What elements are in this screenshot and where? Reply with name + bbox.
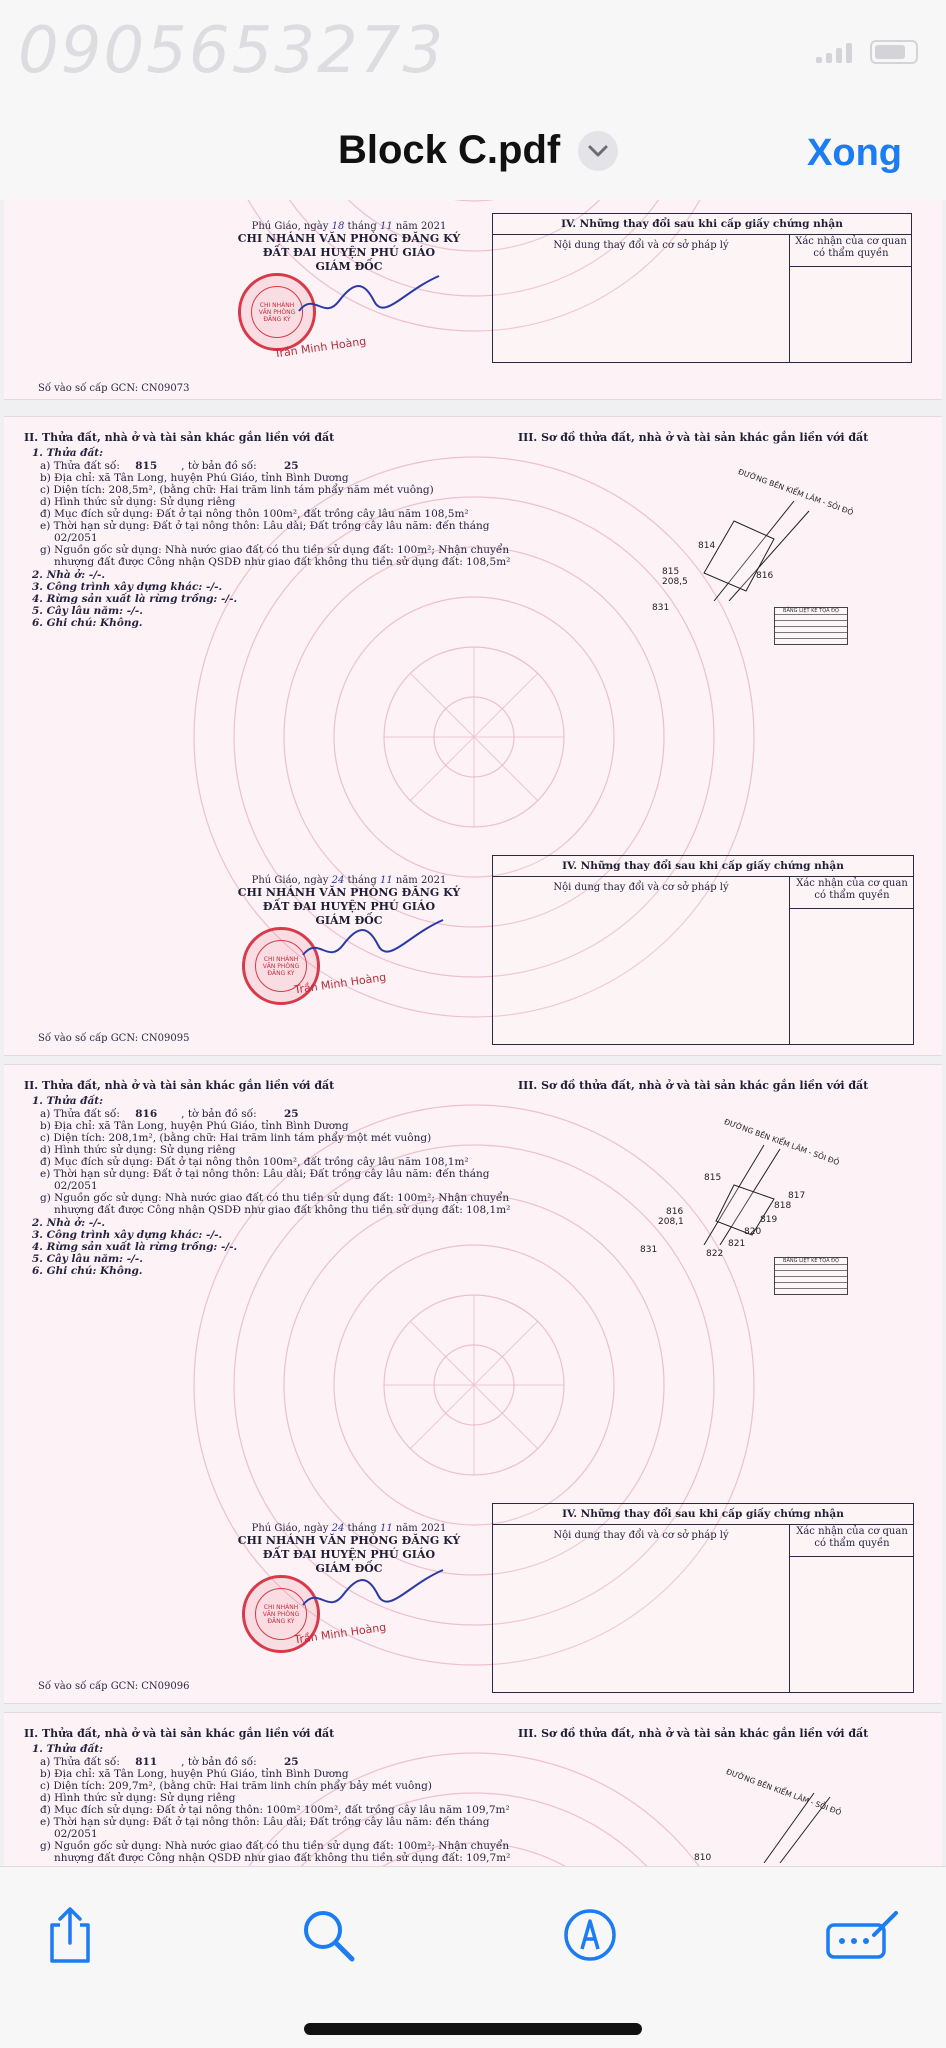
parcel-label: 821: [728, 1239, 746, 1249]
office-name-1: CHI NHÁNH VĂN PHÒNG ĐĂNG KÝ: [237, 232, 461, 245]
parcel-label: 822: [706, 1249, 724, 1259]
area-row: c) Diện tích: 208,5m², (bằng chữ: Hai trăm linh tám phẩy năm mét vuông): [40, 484, 434, 496]
land-map-title: III. Sơ đồ thửa đất, nhà ở và tài sản khác gắn liền với đất: [518, 1079, 869, 1092]
area-row: c) Diện tích: 209,7m², (bằng chữ: Hai trăm linh chín phẩy bảy mét vuông): [40, 1780, 432, 1792]
usage-form-row: d) Hình thức sử dụng: Sử dụng riêng: [40, 1792, 236, 1804]
signature-block: [229, 221, 469, 274]
director-title: GIÁM ĐỐC: [315, 1562, 383, 1575]
changes-col-confirm: Xác nhận của cơ quan có thẩm quyền: [796, 878, 908, 901]
changes-col-confirm: Xác nhận của cơ quan có thẩm quyền: [795, 236, 907, 259]
done-button[interactable]: Xong: [807, 132, 902, 174]
certificate-issue-number: Số vào số cấp GCN: CN09095: [38, 1033, 190, 1044]
other-construction-row: 3. Công trình xây dựng khác: -/-.: [32, 1229, 223, 1241]
land-section-heading: 1. Thửa đất:: [32, 447, 104, 459]
changes-table: [492, 213, 912, 363]
land-map-title: III. Sơ đồ thửa đất, nhà ở và tài sản khác gắn liền với đất: [518, 431, 869, 444]
changes-table: [492, 1503, 914, 1693]
signer-name: Trần Minh Hoàng: [293, 970, 387, 997]
office-name-1: CHI NHÁNH VĂN PHÒNG ĐĂNG KÝ: [237, 886, 461, 899]
other-construction-row: 3. Công trình xây dựng khác: -/-.: [32, 581, 223, 593]
parcel-label: 831: [640, 1245, 658, 1255]
usage-term-row: e) Thời hạn sử dụng: Đất ở tại nông thôn: Lâu dài; Đất trồng cây lâu năm: đến tháng: [40, 1816, 490, 1828]
changes-title: IV. Những thay đổi sau khi cấp giấy chứng nhận: [562, 860, 844, 872]
changes-title: IV. Những thay đổi sau khi cấp giấy chứng nhận: [562, 1508, 844, 1520]
notes-row: 6. Ghi chú: Không.: [32, 617, 143, 629]
parcel-number-row: a) Thửa đất số: 811 , tờ bản đồ số: 25: [40, 1756, 299, 1768]
land-section-heading: 1. Thửa đất:: [32, 1743, 104, 1755]
notes-row: 6. Ghi chú: Không.: [32, 1265, 143, 1277]
origin-row-2: nhượng đất được Công nhận QSDĐ như giao đất không thu tiền sử dụng đất: 108,1m²: [54, 1204, 511, 1216]
markup-icon[interactable]: [558, 1903, 622, 1967]
origin-row: g) Nguồn gốc sử dụng: Nhà nước giao đất có thu tiền sử dụng đất: 100m²; Nhận chuyển: [40, 544, 510, 556]
parcel-number-row: a) Thửa đất số: 815 , tờ bản đồ số: 25: [40, 460, 299, 472]
edit-icon[interactable]: [822, 1903, 902, 1967]
usage-term-row: e) Thời hạn sử dụng: Đất ở tại nông thôn: Lâu dài; Đất trồng cây lâu năm: đến tháng: [40, 520, 490, 532]
usage-term-row: e) Thời hạn sử dụng: Đất ở tại nông thôn: Lâu dài; Đất trồng cây lâu năm: đến tháng: [40, 1168, 490, 1180]
parcel-number-row: a) Thửa đất số: 816 , tờ bản đồ số: 25: [40, 1108, 299, 1120]
usage-term-date: 02/2051: [54, 1828, 98, 1840]
usage-term-date: 02/2051: [54, 532, 98, 544]
changes-col-content: Nội dung thay đổi và cơ sở pháp lý: [553, 1530, 729, 1541]
official-stamp: CHI NHÁNH VĂN PHÒNG ĐĂNG KÝ: [242, 1575, 320, 1653]
status-icons: [816, 40, 918, 64]
usage-form-row: d) Hình thức sử dụng: Sử dụng riêng: [40, 1144, 236, 1156]
usage-purpose-row: đ) Mục đích sử dụng: Đất ở tại nông thôn 100m², đất trồng cây lâu năm 108,1m²: [40, 1156, 469, 1168]
land-section-heading: 1. Thửa đất:: [32, 1095, 104, 1107]
bottom-toolbar: [0, 1866, 946, 2048]
parcel-label: 814: [698, 541, 716, 551]
office-name-2: ĐẤT ĐAI HUYỆN PHÚ GIÁO: [262, 246, 436, 259]
official-stamp: CHI NHÁNH VĂN PHÒNG ĐĂNG KÝ: [242, 927, 320, 1005]
origin-row: g) Nguồn gốc sử dụng: Nhà nước giao đất có thu tiền sử dụng đất: 100m²; Nhận chuyển: [40, 1192, 510, 1204]
coordinate-table: BẢNG LIỆT KÊ TỌA ĐỘ: [774, 1257, 848, 1295]
land-info-title: II. Thửa đất, nhà ở và tài sản khác gắn liền với đất: [24, 1727, 335, 1740]
parcel-label: 817: [788, 1191, 806, 1201]
address-row: b) Địa chỉ: xã Tân Long, huyện Phú Giáo, tỉnh Bình Dương: [40, 1120, 349, 1132]
changes-col-content: Nội dung thay đổi và cơ sở pháp lý: [553, 240, 729, 251]
signer-name: Trần Minh Hoàng: [293, 1620, 387, 1647]
signature-scribble: [294, 271, 444, 331]
parcel-label: 815: [662, 567, 680, 577]
chevron-down-icon[interactable]: [578, 131, 618, 171]
signature-scribble: [298, 1565, 448, 1625]
pdf-page: [4, 416, 942, 1056]
document-title: Block C.pdf: [338, 128, 561, 172]
origin-row-2: nhượng đất được Công nhận QSDĐ như giao đất không thu tiền sử dụng đất: 109,7m²: [54, 1852, 511, 1864]
house-row: 2. Nhà ở: -/-.: [32, 1217, 106, 1229]
battery-icon: [870, 40, 918, 64]
certificate-issue-number: Số vào số cấp GCN: CN09096: [38, 1681, 190, 1692]
issue-date: Phú Giáo, ngày 24 tháng 11 năm 2021: [251, 875, 447, 886]
usage-purpose-row: đ) Mục đích sử dụng: Đất ở tại nông thôn 100m², đất trồng cây lâu năm 108,5m²: [40, 508, 469, 520]
coordinate-table: BẢNG LIỆT KÊ TỌA ĐỘ: [774, 607, 848, 645]
signal-icon: [816, 41, 856, 63]
parcel-label: 816: [666, 1207, 684, 1217]
parcel-label: 820: [744, 1227, 762, 1237]
usage-form-row: d) Hình thức sử dụng: Sử dụng riêng: [40, 496, 236, 508]
changes-table: [492, 855, 914, 1045]
pdf-page: [4, 200, 942, 400]
parcel-area-label: 208,1: [658, 1217, 684, 1227]
origin-row-2: nhượng đất được Công nhận QSDĐ như giao đất không thu tiền sử dụng đất: 108,5m²: [54, 556, 511, 568]
land-info-title: II. Thửa đất, nhà ở và tài sản khác gắn liền với đất: [24, 1079, 335, 1092]
parcel-label: 831: [652, 603, 670, 613]
land-map-title: III. Sơ đồ thửa đất, nhà ở và tài sản khác gắn liền với đất: [518, 1727, 869, 1740]
pdf-page: [4, 1712, 942, 1866]
issue-date: Phú Giáo, ngày 24 tháng 11 năm 2021: [251, 1523, 447, 1534]
parcel-label: 819: [760, 1215, 778, 1225]
parcel-label: 816: [756, 571, 774, 581]
forest-row: 4. Rừng sản xuất là rừng trồng: -/-.: [32, 1241, 238, 1253]
changes-col-confirm: Xác nhận của cơ quan có thẩm quyền: [796, 1526, 908, 1549]
status-bar: [0, 0, 946, 100]
parcel-label: 815: [704, 1173, 722, 1183]
home-indicator[interactable]: [304, 2023, 642, 2035]
origin-row: g) Nguồn gốc sử dụng: Nhà nước giao đất có thu tiền sử dụng đất: 100m²; Nhận chuyển: [40, 1840, 510, 1852]
house-row: 2. Nhà ở: -/-.: [32, 569, 106, 581]
office-name-2: ĐẤT ĐAI HUYỆN PHÚ GIÁO: [262, 900, 436, 913]
phone-watermark: 0905653273: [18, 14, 446, 88]
road-label: ĐƯỜNG BÊN KIỂM LÂM - SỎI ĐỎ: [722, 1117, 841, 1168]
perennial-row: 5. Cây lâu năm: -/-.: [32, 605, 143, 617]
issue-date: Phú Giáo, ngày 18 tháng 11 năm 2021: [251, 221, 447, 232]
office-name-2: ĐẤT ĐAI HUYỆN PHÚ GIÁO: [262, 1548, 436, 1561]
certificate-issue-number: Số vào số cấp GCN: CN09073: [38, 383, 190, 394]
address-row: b) Địa chỉ: xã Tân Long, huyện Phú Giáo, tỉnh Bình Dương: [40, 472, 349, 484]
changes-title: IV. Những thay đổi sau khi cấp giấy chứng nhận: [561, 218, 843, 230]
land-info-title: II. Thửa đất, nhà ở và tài sản khác gắn liền với đất: [24, 431, 335, 444]
signature-scribble: [298, 915, 448, 975]
office-name-1: CHI NHÁNH VĂN PHÒNG ĐĂNG KÝ: [237, 1534, 461, 1547]
share-icon[interactable]: [38, 1903, 102, 1967]
perennial-row: 5. Cây lâu năm: -/-.: [32, 1253, 143, 1265]
official-stamp: CHI NHÁNH VĂN PHÒNG ĐĂNG KÝ: [238, 273, 316, 351]
usage-purpose-row: đ) Mục đích sử dụng: Đất ở tại nông thôn: 100m² 100m², đất trồng cây lâu năm 109,7m²: [40, 1804, 510, 1816]
title-menu[interactable]: [338, 128, 618, 173]
forest-row: 4. Rừng sản xuất là rừng trồng: -/-.: [32, 593, 238, 605]
changes-col-content: Nội dung thay đổi và cơ sở pháp lý: [553, 882, 729, 893]
area-row: c) Diện tích: 208,1m², (bằng chữ: Hai trăm linh tám phẩy một mét vuông): [40, 1132, 432, 1144]
signer-name: Trần Minh Hoàng: [273, 334, 367, 361]
road-label: ĐƯỜNG BÊN KIỂM LÂM - SỎI ĐỎ: [724, 1767, 843, 1818]
pdf-page: [4, 1064, 942, 1704]
address-row: b) Địa chỉ: xã Tân Long, huyện Phú Giáo, tỉnh Bình Dương: [40, 1768, 349, 1780]
road-label: ĐƯỜNG BÊN KIỂM LÂM - SỎI ĐỎ: [736, 467, 855, 518]
parcel-area-label: 208,5: [662, 577, 688, 587]
usage-term-date: 02/2051: [54, 1180, 98, 1192]
search-icon[interactable]: [296, 1903, 360, 1967]
nav-bar: [0, 100, 946, 200]
parcel-label: 810: [694, 1853, 712, 1863]
director-title: GIÁM ĐỐC: [315, 260, 383, 273]
pdf-viewer[interactable]: [0, 200, 946, 1866]
parcel-label: 818: [774, 1201, 792, 1211]
director-title: GIÁM ĐỐC: [315, 914, 383, 927]
